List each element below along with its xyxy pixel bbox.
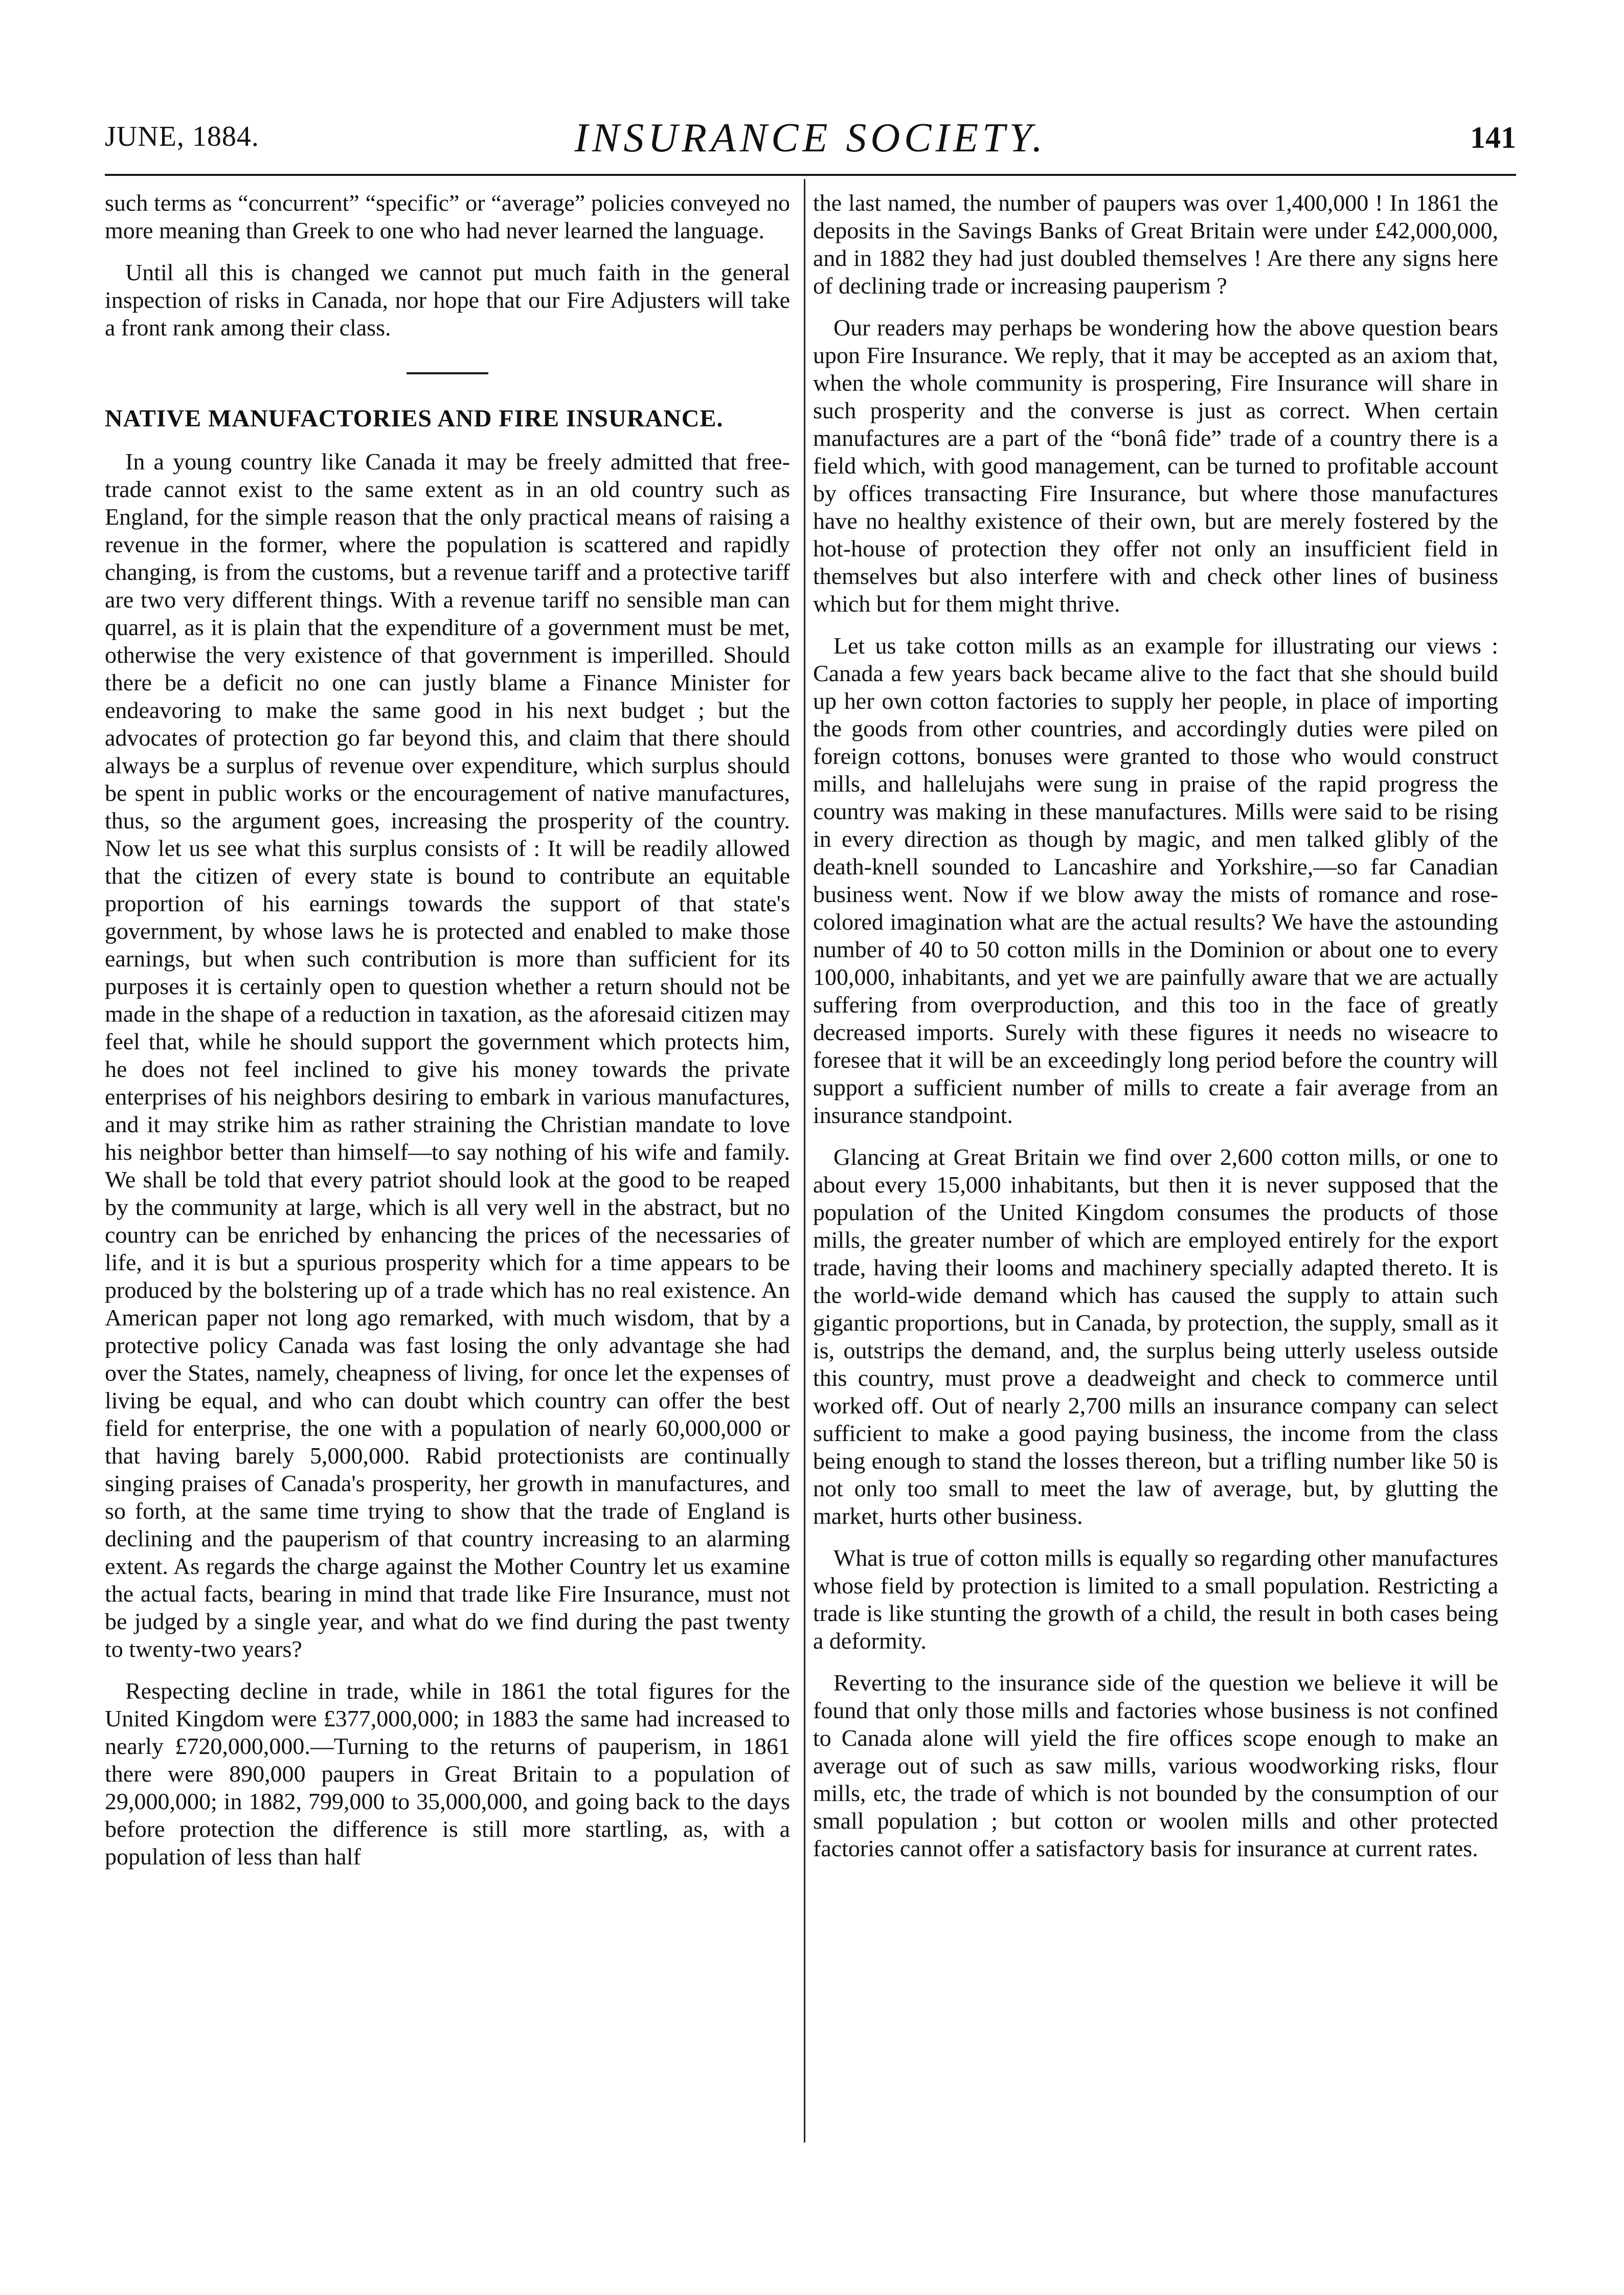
paragraph: Let us take cotton mills as an example for illustrating our views : Canada a few years back became alive to the fact that she should build up her own cotton factories to supply her people, in place of importing the goods from other countries, and accordingly duties were piled on foreign cottons, bonuses were granted to those who would construct mills, and hallelujahs were sung in praise of the rapid progress the country was making in these manufactures. Mills were said to be rising in every direction as though by magic, and men talked glibly of the death-knell sounded to Lancashire and Yorkshire,—so far Canadian business went. Now if we blow away the mists of romance and rose-colored imagination what are the actual results? We have the astounding number of 40 to 50 cotton mills in the Dominion or about one to every 100,000, inhabitants, and yet we are painfully aware that we are actually suffering from overproduction, and this too in the face of greatly decreased imports. Surely with these figures it needs no wiseacre to foresee that it will be an exceedingly long period before the country will support a sufficient number of mills to create a fair average from an insurance standpoint. (813, 633, 1498, 1128)
paragraph: Until all this is changed we cannot put much faith in the general inspection of risks in Canada, nor hope that our Fire Adjusters will take a front rank among their class. (105, 259, 790, 341)
column-divider (804, 179, 805, 2143)
paragraph: Respecting decline in trade, while in 1861 the total figures for the United Kingdom were £377,000,000; in 1883 the same had increased to nearly £720,000,000.—Turning to the returns of pauperism, in 1861 there were 890,000 paupers in Great Britain to a population of 29,000,000; in 1882, 799,000 to 35,000,000, and going back to the days before protection the difference is still more startling, as, with a population of less than half (105, 1678, 790, 1870)
left-column (105, 189, 790, 1885)
article-title: NATIVE MANUFACTORIES AND FIRE INSURANCE. (105, 405, 724, 432)
header-rule (105, 174, 1516, 176)
right-column (813, 189, 1498, 1877)
paragraph: the last named, the number of paupers was over 1,400,000 ! In 1861 the deposits in the Savings Banks of Great Britain were under £42,000,000, and in 1882 they had just doubled themselves ! Are there any signs here of declining trade or increasing pauperism ? (813, 190, 1498, 299)
publication-title: INSURANCE SOCIETY. (574, 116, 1047, 161)
section-divider (407, 372, 488, 374)
paragraph: In a young country like Canada it may be freely admitted that free-trade cannot exist to the same extent as in an old country such as England, for the simple reason that the only practical means of raising a revenue in the former, where the population is scattered and rapidly changing, is from the customs, but a revenue tariff and a protective tariff are two very different things. With a revenue tariff no sensible man can quarrel, as it is plain that the expenditure of a government must be met, otherwise the very existence of that government is imperilled. Should there be a deficit no one can justly blame a Finance Minister for endeavoring to make the same good in his next budget ; but the advocates of protection go far beyond this, and claim that there should always be a surplus of revenue over expenditure, which surplus should be spent in public works or the encouragement of native manufactures, thus, so the argument goes, increasing the prosperity of the country. Now let us see what this surplus consists of : It will be readily allowed that the citizen of every state is bound to contribute an equitable proportion of his earnings towards the support of that state's government, by whose laws he is protected and enabled to make those earnings, but when such contribution is more than sufficient for its purposes it is certainly open to question whether a return should not be made in the shape of a reduction in taxation, as the aforesaid citizen may feel that, while he should support the government which protects him, he does not feel inclined to give his money towards the private enterprises of his neighbors desiring to embark in various manufactures, and it may strike him as rather straining the Christian mandate to love his neighbor better than himself—to say nothing of his wife and family. We shall be told that every patriot should look at the good to be reaped by the community at large, which is all very well in the abstract, but no country can be enriched by enhancing the prices of the necessaries of life, and it is but a spurious prosperity which for a time appears to be produced by the bolstering up of a trade which has no real existence. An American paper not long ago remarked, with much wisdom, that by a protective policy Canada was fast losing the only advantage she had over the States, namely, cheapness of living, for once let the expenses of living be equal, and who can doubt which country can offer the best field for enterprise, the one with a population of nearly 60,000,000 or that having barely 5,000,000. Rabid protectionists are continually singing praises of Canada's prosperity, her growth in manufactures, and so forth, at the same time trying to show that the trade of England is declining and the pauperism of that country increasing to an alarming extent. As regards the charge against the Mother Country let us examine the actual facts, bearing in mind that trade like Fire Insurance, must not be judged by a single year, and what do we find during the past twenty to twenty-two years? (105, 448, 790, 1662)
issue-date: JUNE, 1884. (105, 121, 259, 152)
page-header (105, 115, 1516, 166)
paragraph: Reverting to the insurance side of the question we believe it will be found that only those mills and factories whose business is not confined to Canada alone will yield the fire offices scope enough to make an average out of such as saw mills, various woodworking risks, flour mills, etc, the trade of which is not bounded by the consumption of our small population ; but cotton or woolen mills and other protected factories cannot offer a satisfactory basis for insurance at current rates. (813, 1670, 1498, 1861)
paragraph: Our readers may perhaps be wondering how the above question bears upon Fire Insurance. We reply, that it may be accepted as an axiom that, when the whole community is prospering, Fire Insurance will share in such prosperity and the converse is just as correct. When certain manufactures are a part of the “bonâ fide” trade of a country there is a field which, with good management, can be turned to profitable account by offices transacting Fire Insurance, but where those manufactures have no healthy existence of their own, but are merely fostered by the hot-house of protection they offer not only an insufficient field in themselves but also interfere with and check other lines of business which but for them might thrive. (813, 314, 1498, 617)
paragraph: What is true of cotton mills is equally so regarding other manufactures whose field by protection is limited to a small population. Restricting a trade is like stunting the growth of a child, the result in both cases being a deformity. (813, 1545, 1498, 1654)
page-number: 141 (1470, 121, 1516, 154)
paragraph: Glancing at Great Britain we find over 2,600 cotton mills, or one to about every 15,000 inhabitants, but then it is never supposed that the population of the United Kingdom consumes the products of those mills, the greater number of which are employed entirely for the export trade, having their looms and machinery specially adapted thereto. It is the world-wide demand which has caused the supply to attain such gigantic proportions, but in Canada, by protection, the supply, small as it is, outstrips the demand, and, the surplus being utterly useless outside this country, must prove a deadweight and check to commerce until worked off. Out of nearly 2,700 mills an insurance company can select sufficient to make a good paying business, the income from the class being enough to stand the losses thereon, but a trifling number like 50 is not only too small to meet the law of average, but, by glutting the market, hurts other business. (813, 1144, 1498, 1529)
paragraph: such terms as “concurrent” “specific” or “average” policies conveyed no more meaning than Greek to one who had never learned the language. (105, 190, 790, 243)
